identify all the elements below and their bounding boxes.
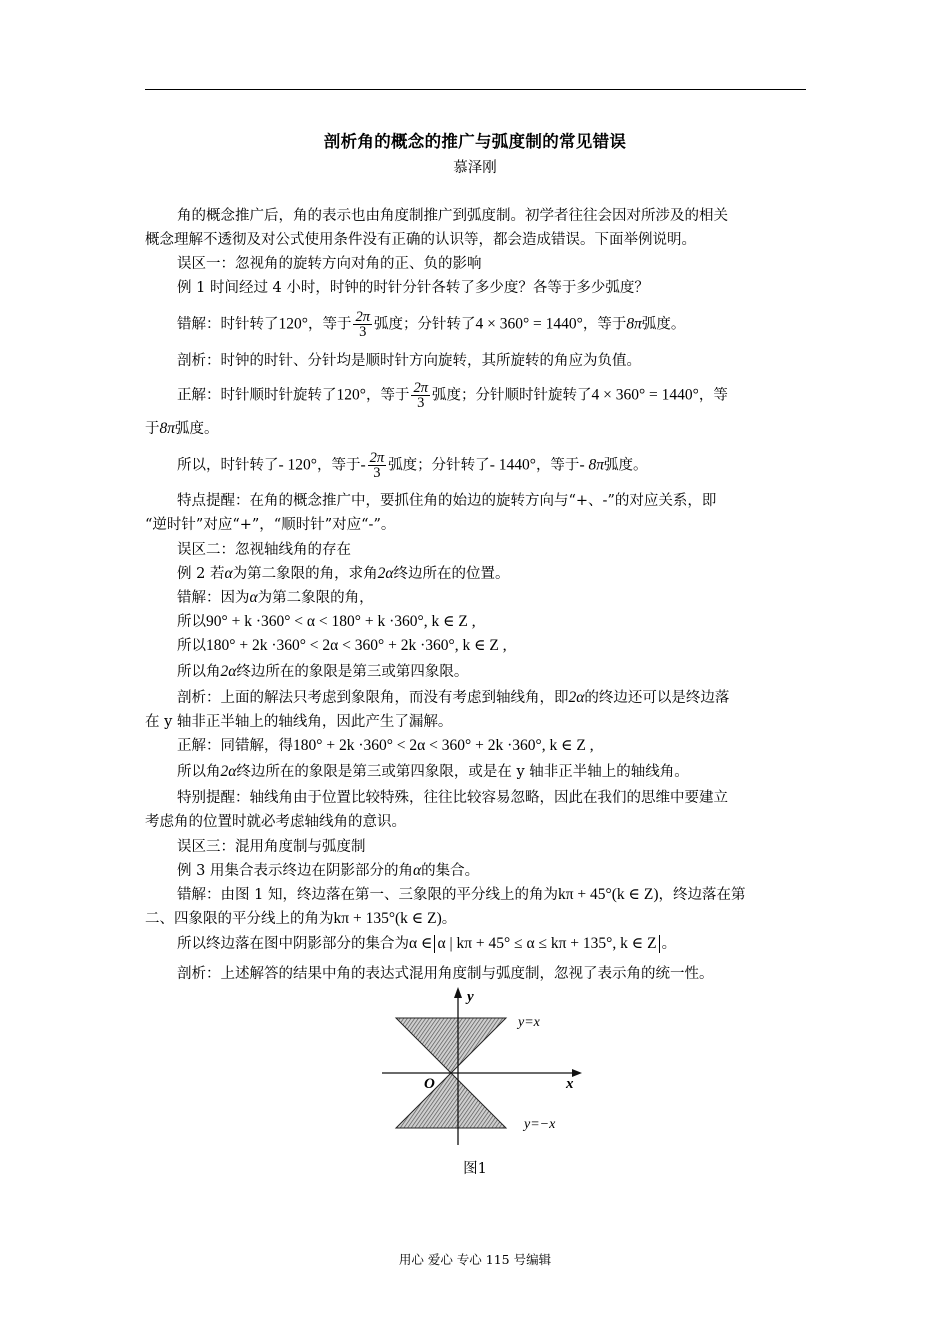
y-axis-label: y	[467, 989, 474, 1005]
s1-right-solution-cont: 于8π弧度。	[145, 420, 219, 437]
s3-set-expression: 所以终边落在图中阴影部分的集合为α ∈ α | kπ + 45° ≤ α ≤ kπ + 135°, k ∈ Z 。	[177, 935, 677, 952]
origin-label: O	[424, 1076, 435, 1092]
s2-tip-line-2: 考虑角的位置时就必考虑轴线角的意识。	[145, 814, 406, 830]
s3-wrong-solution-line-1: 错解：由图 1 知，终边落在第一、三象限的平分线上的角为kπ + 45°(k ∈ Z)，终边落在第	[177, 886, 746, 903]
s2-step-1: 所以90° + k ·360° < α < 180° + k ·360°, k ∈ Z ,	[177, 613, 476, 630]
s2-conclusion: 所以角2α终边所在的象限是第三或第四象限，或是在 y 轴非正半轴上的轴线角。	[177, 763, 689, 780]
document-title: 剖析角的概念的推广与弧度制的常见错误	[323, 132, 627, 151]
line-y-eq-x-label: y=x	[518, 1015, 540, 1030]
section-2-heading: 误区二：忽视轴线角的存在	[177, 542, 351, 558]
section-3-heading: 误区三：混用角度制与弧度制	[177, 839, 366, 855]
s3-analysis: 剖析：上述解答的结果中角的表达式混用角度制与弧度制，忽视了表示角的统一性。	[177, 966, 714, 982]
line-y-eq-neg-x-label: y=−x	[524, 1117, 556, 1132]
figure-1-diagram	[368, 985, 590, 1149]
intro-line-1: 角的概念推广后，角的表示也由角度制推广到弧度制。初学者往往会因对所涉及的相关	[177, 208, 728, 224]
x-axis-label: x	[566, 1076, 574, 1092]
s1-conclusion: 所以，时针转了- 120°，等于- $\frac{2\pi}{3}$ 弧度；分针转了- 1440°，等于- 8π弧度。	[177, 450, 648, 481]
author: 慕泽刚	[453, 160, 497, 176]
s2-wrong-solution: 错解：因为α为第二象限的角，	[177, 589, 374, 606]
s2-right-solution: 正解：同错解，得180° + 2k ·360° < 2α < 360° + 2k ·360°, k ∈ Z ,	[177, 737, 594, 754]
figure-caption: 图1	[463, 1161, 487, 1177]
s2-tip-line-1: 特别提醒：轴线角由于位置比较特殊，往往比较容易忽略，因此在我们的思维中要建立	[177, 790, 728, 806]
page-footer: 用心 爱心 专心 115 号编辑	[398, 1252, 552, 1267]
example-2: 例 2 若α为第二象限的角，求角2α终边所在的位置。	[177, 565, 510, 582]
s2-step-3: 所以角2α终边所在的象限是第三或第四象限。	[177, 663, 469, 680]
s2-analysis-line-1: 剖析：上面的解法只考虑到象限角，而没有考虑到轴线角，即2α的终边还可以是终边落	[177, 689, 730, 706]
s2-step-2: 所以180° + 2k ·360° < 2α < 360° + 2k ·360°, k ∈ Z ,	[177, 637, 507, 654]
s1-tip-line-2: “逆时针”对应“+”，“顺时针”对应“-”。	[145, 517, 396, 533]
fraction-2pi-3: $\frac{2\pi}{3}$	[369, 450, 385, 481]
fraction-2pi-3: $\frac{2\pi}{3}$	[413, 380, 428, 411]
s3-wrong-solution-line-2: 二、四象限的平分线上的角为kπ + 135°(k ∈ Z)。	[145, 910, 457, 927]
s1-right-solution: 正解：时针顺时针旋转了120°，等于 $\frac{2\pi}{3}$ 弧度；分针顺时针旋转了4 × 360° = 1440°，等	[177, 380, 728, 411]
s2-analysis-line-2: 在 y 轴非正半轴上的轴线角，因此产生了漏解。	[145, 714, 453, 730]
lower-shaded-region	[396, 1073, 506, 1128]
upper-shaded-region	[396, 1018, 506, 1073]
section-1-heading: 误区一：忽视角的旋转方向对角的正、负的影响	[177, 256, 482, 272]
header-rule	[145, 89, 806, 90]
example-3: 例 3 用集合表示终边在阴影部分的角α的集合。	[177, 862, 480, 879]
s1-wrong-solution: 错解：时针转了120°，等于 $\frac{2\pi}{3}$ 弧度；分针转了4 × 360° = 1440°，等于8π弧度。	[177, 309, 686, 340]
intro-line-2: 概念理解不透彻及对公式使用条件没有正确的认识等，都会造成错误。下面举例说明。	[145, 232, 696, 248]
fraction-2pi-3: $\frac{2\pi}{3}$	[355, 309, 370, 340]
s1-analysis: 剖析：时钟的时针、分针均是顺时针方向旋转，其所旋转的角应为负值。	[177, 353, 641, 369]
example-1: 例 1 时间经过 4 小时，时钟的时针分针各转了多少度？各等于多少弧度？	[177, 280, 649, 296]
s1-tip-line-1: 特点提醒：在角的概念推广中，要抓住角的始边的旋转方向与“+、-”的对应关系，即	[177, 493, 717, 509]
